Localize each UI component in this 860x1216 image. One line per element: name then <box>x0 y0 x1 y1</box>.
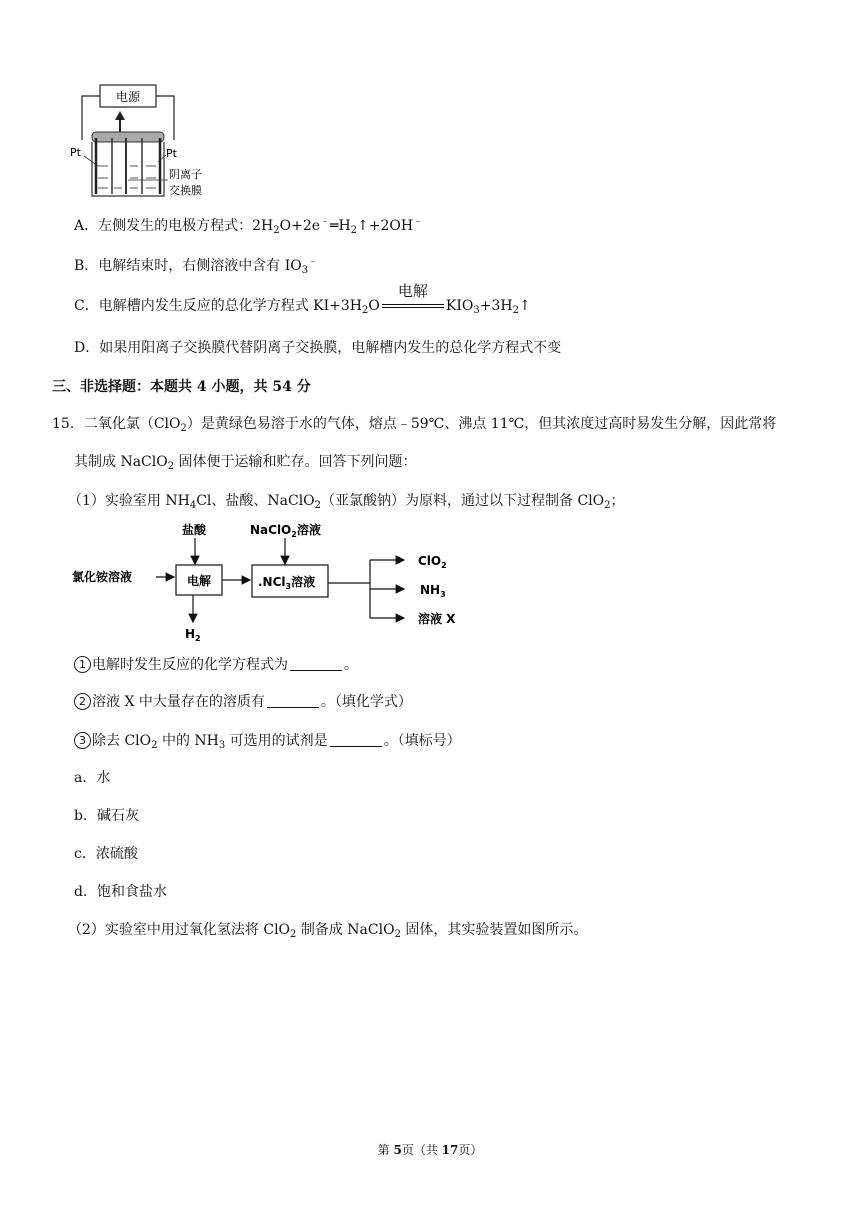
preparation-flowchart <box>68 520 488 645</box>
right-electrode-label: Pt <box>166 147 177 160</box>
choice-d: d．饱和食盐水 <box>74 884 167 900</box>
option-b: B．电解结束时，右侧溶液中含有 $IO_3^﹣$ <box>74 256 319 276</box>
option-a: A．左侧发生的电极方程式：$2H_2O+2e^﹣═H_2↑+2OH^﹣$ <box>74 216 424 236</box>
left-electrode-label: Pt <box>70 146 81 159</box>
flow-nh4cl-label: 氯化铵溶液 <box>72 570 133 584</box>
section-heading: 三、非选择题：本题共 4 小题，共 54 分 <box>52 379 311 395</box>
reaction-condition-arrow: 电解 <box>380 294 446 314</box>
q15-part2: （2）实验室中用过氧化氢法将 ClO$_2$ 制备成 NaClO$_2$ 固体，其实验装置如图所示。 <box>68 922 588 940</box>
flow-output-nh3: $NH_3$ <box>420 583 446 599</box>
flow-output-clo2: ClO$_2$ <box>418 554 447 570</box>
choice-a: a．水 <box>74 770 111 786</box>
flow-electrolysis-label: 电解 <box>186 574 212 588</box>
flow-h2-label: $H_2$ <box>185 627 201 643</box>
option-c: C．电解槽内发生反应的总化学方程式 $KI+3H_2O$ 电解 $KIO_3+3H_2↑$ <box>74 282 531 316</box>
flow-hcl-label: 盐酸 <box>182 523 207 537</box>
choice-b: b．碱石灰 <box>74 808 139 824</box>
flow-output-solution-x: 溶液 X <box>418 612 456 626</box>
membrane-label-line1: 阴离子 <box>169 168 202 181</box>
answer-blank-3[interactable] <box>330 732 382 747</box>
total-page-count: 17 <box>441 1143 459 1157</box>
power-source-label: 电源 <box>115 90 141 104</box>
subquestion-3: 3 除去 ClO$_2$ 中的 $NH_3$ 可选用的试剂是 。（填标号） <box>74 731 461 756</box>
flow-ncl3-label: .NCl$_3$溶液 <box>258 575 316 591</box>
subquestion-1: 1 电解时发生反应的化学方程式为 。 <box>74 655 358 675</box>
page-footer: 第 5页（共 17页） <box>377 1143 483 1157</box>
membrane-label-line2: 交换膜 <box>169 184 202 197</box>
current-page-number: 5 <box>393 1143 402 1157</box>
answer-blank-1[interactable] <box>290 656 342 671</box>
option-d: D．如果用阳离子交换膜代替阴离子交换膜，电解槽内发生的总化学方程式不变 <box>74 340 562 356</box>
choice-c: c．浓硫酸 <box>74 846 138 862</box>
q15-line2: 其制成 NaClO$_2$ 固体便于运输和贮存。回答下列问题： <box>74 454 417 472</box>
flow-naclo2-label: NaClO$_2$溶液 <box>250 523 321 539</box>
q15-part1: （1）实验室用 $NH_4Cl$、盐酸、NaClO$_2$（亚氯酸钠）为原料，通过以下过程制备 ClO$_2$； <box>68 493 625 511</box>
subquestion-2: 2 溶液 X 中大量存在的溶质有 。（填化学式） <box>74 692 412 712</box>
electrolysis-apparatus-figure <box>68 78 218 202</box>
q15-line1: 15．二氧化氯（ClO$_2$）是黄绿色易溶于水的气体，熔点﹣59℃、沸点 11℃，但其浓度过高时易发生分解，因此常将 <box>52 416 777 434</box>
answer-blank-2[interactable] <box>267 693 319 708</box>
